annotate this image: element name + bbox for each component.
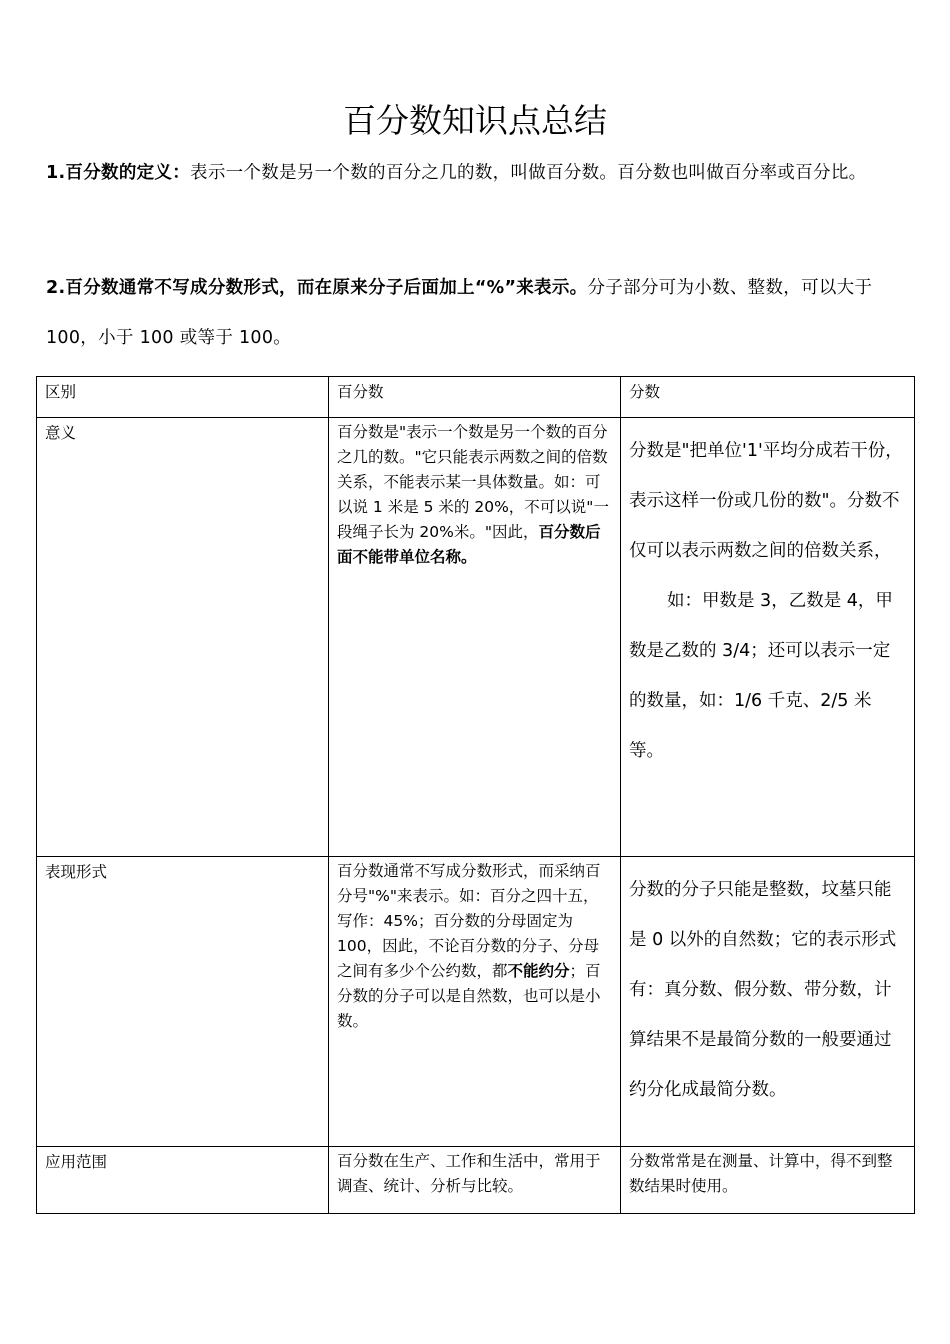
header-cell-fraction: 分数: [621, 377, 915, 418]
meaning-percent-text: 百分数是"表示一个数是另一个数的百分之几的数。"它只能表示两数之间的倍数关系，不能表示某一具体数量。如：可以说 1 米是 5 米的 20%，不可以说"一段绳子长为 20%米。"因此，: [337, 423, 609, 541]
row-label-form: 表现形式: [37, 857, 329, 1147]
table-row: [37, 857, 915, 1147]
notation-paragraph: [46, 263, 904, 363]
meaning-fraction-text: 分数是"把单位'1'平均分成若干份，表示这样一份或几份的数"。分数不仅可以表示两数之间的倍数关系，: [629, 441, 903, 561]
comparison-table: [36, 376, 915, 1214]
usage-fraction-text: 分数常常是在测量、计算中，得不到整数结果时使用。: [629, 1152, 893, 1195]
usage-percent-cell: [329, 1147, 621, 1214]
form-fraction-text: 分数的分子只能是整数，坟墓只能是 0 以外的自然数；它的表示形式有：真分数、假分数、带分数，计算结果不是最简分数的一般要通过约分化成最简分数。: [629, 880, 897, 1100]
definition-paragraph: [46, 148, 904, 198]
form-fraction-cell: [621, 857, 915, 1147]
table-row: [37, 1147, 915, 1214]
header-cell-percent: 百分数: [329, 377, 621, 418]
form-percent-text: 百分数通常不写成分数形式，而采纳百分号"%"来表示。如：百分之四十五，写作：45%；百分数的分母固定为 100，因此，不论百分数的分子、分母之间有多少个公约数，都: [337, 862, 601, 980]
meaning-fraction-example: 如：甲数是 3，乙数是 4，甲数是乙数的 3/4；还可以表示一定的数量，如：1/6 千克、2/5 米等。: [629, 591, 893, 761]
table-row: [37, 418, 915, 857]
form-percent-cell: [329, 857, 621, 1147]
header-cell-difference: 区别: [37, 377, 329, 418]
notation-heading: 2.百分数通常不写成分数形式，而在原来分子后面加上“%”来表示。: [46, 278, 588, 298]
table-header-row: [37, 377, 915, 418]
definition-text: 表示一个数是另一个数的百分之几的数，叫做百分数。百分数也叫做百分率或百分比。: [190, 163, 867, 183]
meaning-fraction-cell: [621, 418, 915, 857]
notation-text: 分子部分可为小数、整数，可以大于 100，小于 100 或等于 100。: [46, 278, 873, 348]
usage-fraction-cell: [621, 1147, 915, 1214]
usage-percent-text: 百分数在生产、工作和生活中，常用于调查、统计、分析与比较。: [337, 1152, 601, 1195]
form-percent-text-end: ；百分数的分子可以是自然数，也可以是小数。: [337, 962, 601, 1030]
definition-heading: 1.百分数的定义：: [46, 163, 191, 183]
row-label-meaning: 意义: [37, 418, 329, 857]
row-label-usage: 应用范围: [37, 1147, 329, 1214]
meaning-percent-cell: [329, 418, 621, 857]
page-title: 百分数知识点总结: [343, 101, 607, 140]
form-percent-emphasis: 不能约分: [507, 962, 570, 980]
meaning-percent-emphasis: 百分数后面不能带单位名称。: [337, 523, 601, 566]
